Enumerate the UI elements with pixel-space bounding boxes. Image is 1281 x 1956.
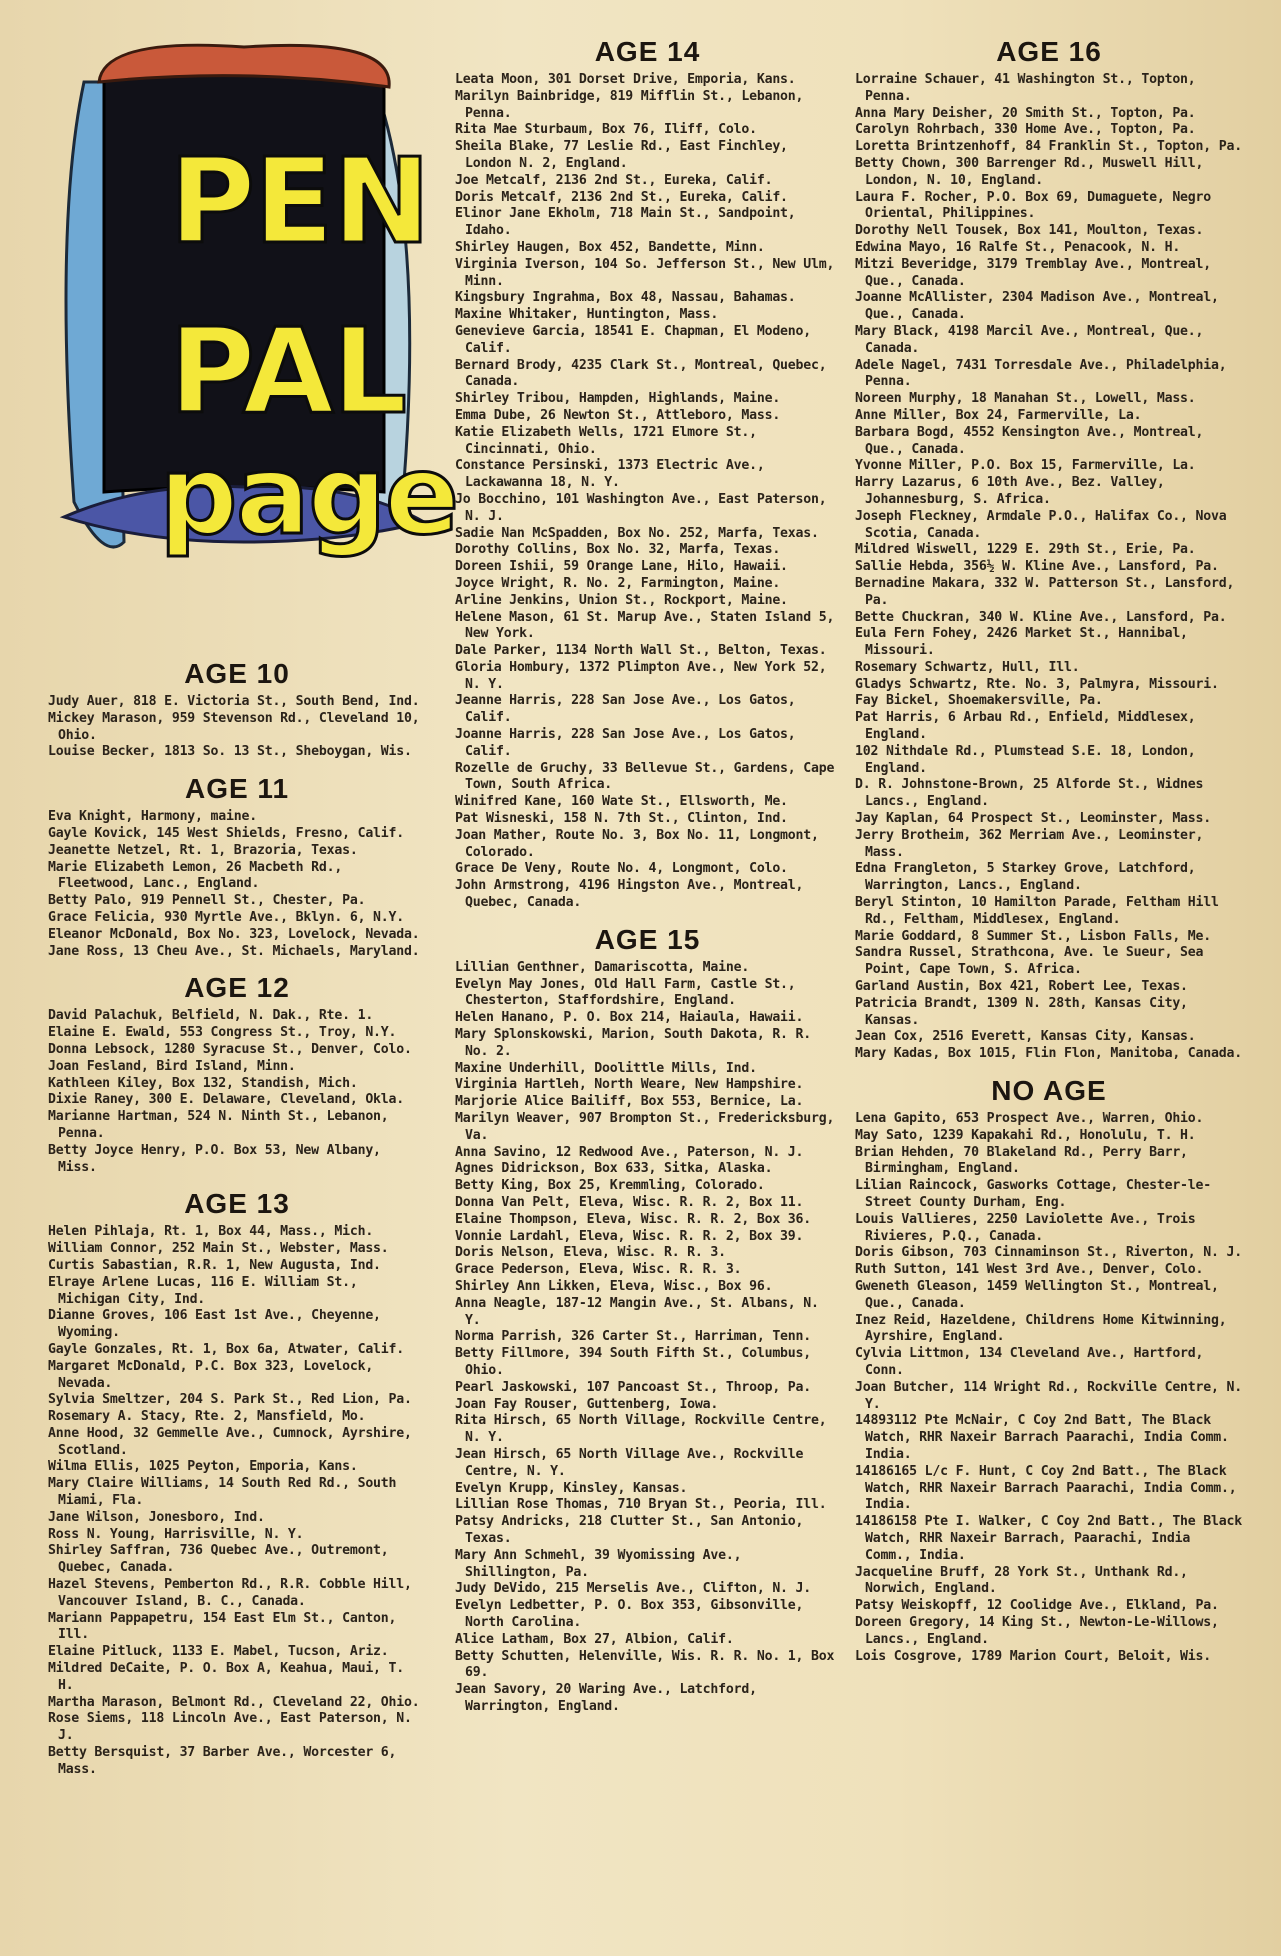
pen-pal-entry: Inez Reid, Hazeldene, Childrens Home Kitwinning, Ayrshire, England. — [855, 1312, 1227, 1345]
age-section — [455, 36, 840, 912]
pen-pal-entry: Elraye Arlene Lucas, 116 E. William St., Michigan City, Ind. — [48, 1274, 358, 1307]
pen-pal-entry: Donna Lebsock, 1280 Syracuse St., Denver, Colo. — [48, 1041, 412, 1057]
pen-pal-entry: Gloria Hombury, 1372 Plimpton Ave., New York 52, N. Y. — [455, 659, 827, 692]
pen-pal-entry: Patsy Andricks, 218 Clutter St., San Antonio, Texas. — [455, 1514, 804, 1546]
pen-pal-entry: Jeanne Harris, 228 San Jose Ave., Los Gatos, Calif. — [455, 693, 796, 726]
pen-pal-entry: Joyce Wright, R. No. 2, Farmington, Maine. — [455, 575, 781, 591]
pen-pal-entry: Joanne Harris, 228 San Jose Ave., Los Gatos, Calif. — [455, 727, 796, 759]
pen-pal-entry: Marilyn Bainbridge, 819 Mifflin St., Lebanon, Penna. — [455, 88, 804, 121]
pen-pal-entry: Shirley Tribou, Hampden, Highlands, Maine. — [455, 391, 781, 407]
pen-pal-entry: Lena Gapito, 653 Prospect Ave., Warren, Ohio. — [855, 1111, 1204, 1127]
pen-pal-entry: 14186158 Pte I. Walker, C Coy 2nd Batt., The Black Watch, RHR Naxeir Barrach, Paarachi, India Comm., India. — [855, 1514, 1242, 1563]
pen-pal-entry: Genevieve Garcia, 18541 E. Chapman, El Modeno, Calif. — [455, 323, 812, 356]
pen-pal-entry: Doreen Ishii, 59 Orange Lane, Hilo, Hawaii. — [455, 559, 788, 575]
entry-list — [48, 1224, 426, 1778]
pen-pal-entry: Lilian Raincock, Gasworks Cottage, Chester-le-Street County Durham, Eng. — [855, 1178, 1212, 1210]
pen-pal-entry: Rosemary A. Stacy, Rte. 2, Mansfield, Mo. — [48, 1409, 366, 1425]
pen-pal-entry: Virginia Hartleh, North Weare, New Hampshire. — [455, 1077, 804, 1093]
pen-pal-entry: Hazel Stevens, Pemberton Rd., R.R. Cobble Hill, Vancouver Island, B. C., Canada. — [48, 1577, 412, 1609]
pen-pal-entry: Vonnie Lardahl, Eleva, Wisc. R. R. 2, Box 39. — [455, 1228, 804, 1244]
pen-pal-entry: Jerry Brotheim, 362 Merriam Ave., Leominster, Mass. — [855, 827, 1204, 860]
pen-pal-entry: Eleanor McDonald, Box No. 323, Lovelock, Nevada. — [48, 926, 420, 942]
pen-pal-entry: Kathleen Kiley, Box 132, Standish, Mich. — [48, 1075, 358, 1091]
pen-pal-entry: Joseph Fleckney, Armdale P.O., Halifax Co., Nova Scotia, Canada. — [855, 508, 1227, 541]
age-section — [855, 36, 1243, 1063]
pen-pal-entry: Donna Van Pelt, Eleva, Wisc. R. R. 2, Box 11. — [455, 1195, 804, 1210]
pen-pal-entry: Helen Hanano, P. O. Box 214, Haiaula, Hawaii. — [455, 1010, 804, 1026]
pen-pal-entry: Virginia Iverson, 104 So. Jefferson St., New Ulm, Minn. — [455, 256, 835, 289]
pen-pal-entry: Adele Nagel, 7431 Torresdale Ave., Philadelphia, Penna. — [855, 357, 1227, 390]
pen-pal-entry: Gladys Schwartz, Rte. No. 3, Palmyra, Missouri. — [855, 676, 1219, 692]
pen-pal-entry: Helen Pihlaja, Rt. 1, Box 44, Mass., Mich. — [48, 1224, 374, 1240]
pen-pal-entry: Marie Goddard, 8 Summer St., Lisbon Falls, Me. — [855, 928, 1212, 944]
pen-pal-entry: Jean Cox, 2516 Everett, Kansas City, Kansas. — [855, 1029, 1196, 1045]
pen-pal-entry: Gayle Gonzales, Rt. 1, Box 6a, Atwater, Calif. — [48, 1341, 405, 1357]
pen-pal-entry: Jean Savory, 20 Waring Ave., Latchford, Warrington, England. — [455, 1682, 757, 1714]
pen-pal-entry: Judy DeVido, 215 Merselis Ave., Clifton, N. J. — [455, 1581, 812, 1597]
pen-pal-entry: Elaine E. Ewald, 553 Congress St., Troy, N.Y. — [48, 1025, 397, 1041]
pen-pal-entry: Jo Bocchino, 101 Washington Ave., East Paterson, N. J. — [455, 491, 827, 524]
pen-pal-entry: Lillian Rose Thomas, 710 Bryan St., Peoria, Ill. — [455, 1497, 827, 1513]
pen-pal-entry: Rozelle de Gruchy, 33 Bellevue St., Gardens, Cape Town, South Africa. — [455, 760, 835, 793]
pen-pal-entry: Fay Bickel, Shoemakersville, Pa. — [855, 693, 1103, 709]
pen-pal-entry: 14186165 L/c F. Hunt, C Coy 2nd Batt., The Black Watch, RHR Naxeir Barrach Paarachi, India Comm., India. — [855, 1463, 1237, 1513]
pen-pal-entry: Betty Palo, 919 Pennell St., Chester, Pa. — [48, 893, 366, 909]
pen-pal-entry: Jean Hirsch, 65 North Village Ave., Rockville Centre, N. Y. — [455, 1446, 804, 1479]
pen-pal-entry: Mildred Wiswell, 1229 E. 29th St., Erie, Pa. — [855, 542, 1196, 558]
pen-pal-entry: Ruth Sutton, 141 West 3rd Ave., Denver, Colo. — [855, 1262, 1204, 1278]
pen-pal-entry: Kingsbury Ingrahma, Box 48, Nassau, Bahamas. — [455, 290, 796, 306]
pen-pal-entry: Dorothy Nell Tousek, Box 141, Moulton, Texas. — [855, 223, 1204, 239]
pen-pal-entry: Anna Neagle, 187-12 Mangin Ave., St. Albans, N. Y. — [455, 1295, 819, 1328]
pen-pal-entry: Alice Latham, Box 27, Albion, Calif. — [455, 1631, 734, 1647]
pen-pal-entry: Noreen Murphy, 18 Manahan St., Lowell, Mass. — [855, 391, 1196, 407]
pen-pal-entry: Joan Butcher, 114 Wright Rd., Rockville Centre, N. Y. — [855, 1379, 1242, 1412]
pen-pal-entry: Arline Jenkins, Union St., Rockport, Maine. — [455, 592, 788, 608]
pen-pal-entry: 102 Nithdale Rd., Plumstead S.E. 18, London, England. — [855, 743, 1196, 776]
pen-pal-entry: Mariann Pappapetru, 154 East Elm St., Canton, Ill. — [48, 1610, 397, 1643]
entry-list — [455, 960, 840, 1716]
pen-pal-entry: Betty Fillmore, 394 South Fifth St., Columbus, Ohio. — [455, 1346, 812, 1378]
pen-pal-entry: Grace Pederson, Eleva, Wisc. R. R. 3. — [455, 1262, 742, 1278]
pen-pal-entry: Doris Gibson, 703 Cinnaminson St., Riverton, N. J. — [855, 1245, 1242, 1261]
pen-pal-entry: Constance Persinski, 1373 Electric Ave., Lackawanna 18, N. Y. — [455, 458, 765, 491]
pen-pal-entry: Loretta Brintzenhoff, 84 Franklin St., Topton, Pa. — [855, 139, 1242, 155]
pen-pal-entry: Mildred DeCaite, P. O. Box A, Keahua, Maui, T. H. — [48, 1661, 405, 1693]
pen-pal-entry: Betty Chown, 300 Barrenger Rd., Muswell Hill, London, N. 10, England. — [855, 155, 1204, 188]
pen-pal-entry: Bernard Brody, 4235 Clark St., Montreal, Quebec, Canada. — [455, 357, 827, 390]
pen-pal-entry: Sheila Blake, 77 Leslie Rd., East Finchley, London N. 2, England. — [455, 139, 788, 171]
pen-pal-entry: Joan Mather, Route No. 3, Box No. 11, Longmont, Colorado. — [455, 827, 819, 860]
pen-pal-entry: Martha Marason, Belmont Rd., Cleveland 22, Ohio. — [48, 1694, 420, 1710]
pen-pal-entry: Louise Becker, 1813 So. 13 St., Sheboygan, Wis. — [48, 744, 412, 760]
pen-pal-entry: Judy Auer, 818 E. Victoria St., South Bend, Ind. — [48, 694, 420, 709]
pen-pal-entry: Cylvia Littmon, 134 Cleveland Ave., Hartford, Conn. — [855, 1346, 1204, 1378]
pen-pal-entry: Elaine Thompson, Eleva, Wisc. R. R. 2, Box 36. — [455, 1211, 812, 1227]
pen-pal-entry: Yvonne Miller, P.O. Box 15, Farmerville, La. — [855, 458, 1196, 474]
age-heading: AGE 16 — [996, 36, 1102, 67]
pen-pal-entry: Pat Wisneski, 158 N. 7th St., Clinton, Ind. — [455, 811, 788, 827]
pen-pal-entry: Grace De Veny, Route No. 4, Longmont, Colo. — [455, 861, 788, 877]
age-heading: AGE 10 — [184, 658, 290, 689]
age-section — [48, 773, 426, 960]
pen-pal-entry: Maxine Underhill, Doolittle Mills, Ind. — [455, 1060, 757, 1076]
pen-pal-entry: Anne Hood, 32 Gemmelle Ave., Cumnock, Ayrshire, Scotland. — [48, 1425, 412, 1458]
column-middle — [455, 36, 840, 1728]
pen-pal-entry: Joanne McAllister, 2304 Madison Ave., Montreal, Que., Canada. — [855, 290, 1219, 323]
age-section — [48, 1188, 426, 1778]
entry-list — [48, 694, 426, 761]
pen-pal-entry: Marianne Hartman, 524 N. Ninth St., Lebanon, Penna. — [48, 1109, 389, 1141]
pen-pal-entry: Helene Mason, 61 St. Marup Ave., Staten Island 5, New York. — [455, 609, 835, 642]
pen-pal-entry: Bernadine Makara, 332 W. Patterson St., Lansford, Pa. — [855, 575, 1235, 608]
pen-pal-entry: Evelyn Ledbetter, P. O. Box 353, Gibsonville, North Carolina. — [455, 1598, 804, 1630]
pen-pal-entry: Pearl Jaskowski, 107 Pancoast St., Throop, Pa. — [455, 1379, 812, 1395]
pen-pal-entry: John Armstrong, 4196 Hingston Ave., Montreal, Quebec, Canada. — [455, 878, 804, 911]
pen-pal-entry: Gweneth Gleason, 1459 Wellington St., Montreal, Que., Canada. — [855, 1278, 1219, 1311]
age-heading: AGE 15 — [594, 923, 701, 955]
age-heading: AGE 12 — [184, 972, 290, 1004]
pen-pal-entry: Curtis Sabastian, R.R. 1, New Augusta, Ind. — [48, 1257, 381, 1273]
pen-pal-entry: Rose Siems, 118 Lincoln Ave., East Paterson, N. J. — [48, 1711, 412, 1744]
pen-pal-entry: Dixie Raney, 300 E. Delaware, Cleveland, Okla. — [48, 1092, 405, 1108]
pen-pal-entry: Jeanette Netzel, Rt. 1, Brazoria, Texas. — [48, 842, 358, 858]
pen-pal-entry: Edwina Mayo, 16 Ralfe St., Penacook, N. H. — [855, 239, 1181, 255]
entry-list — [855, 72, 1243, 1063]
pen-pal-entry: Elinor Jane Ekholm, 718 Main St., Sandpoint, Idaho. — [455, 206, 796, 239]
pen-pal-entry: Winifred Kane, 160 Wate St., Ellsworth, Me. — [455, 794, 788, 810]
pen-pal-entry: Gayle Kovick, 145 West Shields, Fresno, Calif. — [48, 825, 405, 841]
pen-pal-entry: Edna Frangleton, 5 Starkey Grove, Latchford, Warrington, Lancs., England. — [855, 861, 1196, 894]
pen-pal-entry: Joan Fesland, Bird Island, Minn. — [48, 1058, 296, 1074]
pen-pal-entry: Eula Fern Fohey, 2426 Market St., Hannibal, Missouri. — [855, 626, 1188, 659]
logo-title — [149, 132, 458, 559]
pen-pal-entry: Marjorie Alice Bailiff, Box 553, Bernice, La. — [455, 1094, 804, 1110]
age-section — [855, 1075, 1243, 1665]
pen-pal-entry: Anne Miller, Box 24, Farmerville, La. — [855, 407, 1142, 423]
pen-pal-entry: Jacqueline Bruff, 28 York St., Unthank Rd., Norwich, England. — [855, 1564, 1188, 1597]
pen-pal-entry: Lorraine Schauer, 41 Washington St., Topton, Penna. — [855, 72, 1196, 104]
pen-pal-entry: Marie Elizabeth Lemon, 26 Macbeth Rd., Fleetwood, Lanc., England. — [48, 859, 343, 892]
pen-pal-entry: Betty Bersquist, 37 Barber Ave., Worcester 6, Mass. — [48, 1745, 397, 1777]
pen-pal-page-logo — [44, 22, 458, 642]
pen-pal-entry: Maxine Whitaker, Huntington, Mass. — [455, 307, 719, 323]
pen-pal-entry: Leata Moon, 301 Dorset Drive, Emporia, Kans. — [455, 72, 796, 87]
pen-pal-entry: Anna Savino, 12 Redwood Ave., Paterson, N. J. — [455, 1144, 804, 1160]
pen-pal-entry: Rosemary Schwartz, Hull, Ill. — [855, 659, 1080, 675]
logo-line-page: page — [159, 431, 458, 559]
pen-pal-entry: Mitzi Beveridge, 3179 Tremblay Ave., Montreal, Que., Canada. — [855, 256, 1212, 289]
pen-pal-entry: Emma Dube, 26 Newton St., Attleboro, Mass. — [455, 407, 781, 423]
pen-pal-entry: 14893112 Pte McNair, C Coy 2nd Batt, The Black Watch, RHR Naxeir Barrach Paarachi, India Comm. India. — [855, 1413, 1229, 1462]
age-section — [48, 972, 426, 1176]
pen-pal-entry: Mary Splonskowski, Marion, South Dakota, R. R. No. 2. — [455, 1027, 812, 1059]
pen-pal-entry: David Palachuk, Belfield, N. Dak., Rte. 1. — [48, 1008, 374, 1024]
pen-pal-entry: Sylvia Smeltzer, 204 S. Park St., Red Lion, Pa. — [48, 1392, 412, 1408]
pen-pal-entry: Louis Vallieres, 2250 Laviolette Ave., Trois Rivieres, P.Q., Canada. — [855, 1211, 1196, 1244]
entry-list — [455, 72, 840, 912]
age-section — [48, 658, 426, 761]
pen-pal-entry: Patsy Weiskopff, 12 Coolidge Ave., Elkland, Pa. — [855, 1598, 1219, 1614]
pen-pal-entry: Dale Parker, 1134 North Wall St., Belton, Texas. — [455, 643, 827, 659]
pen-pal-entry: Doris Metcalf, 2136 2nd St., Eureka, Calif. — [455, 189, 788, 205]
age-heading: AGE 13 — [184, 1188, 290, 1220]
age-heading: NO AGE — [991, 1075, 1107, 1107]
pen-pal-entry: Katie Elizabeth Wells, 1721 Elmore St., Cincinnati, Ohio. — [455, 424, 757, 457]
pen-pal-entry: Sallie Hebda, 356½ W. Kline Ave., Lansford, Pa. — [855, 559, 1219, 575]
pen-pal-entry: Lois Cosgrove, 1789 Marion Court, Beloit, Wis. — [855, 1648, 1212, 1664]
pen-pal-entry: Garland Austin, Box 421, Robert Lee, Texas. — [855, 979, 1188, 995]
pen-pal-entry: Mickey Marason, 959 Stevenson Rd., Cleveland 10, Ohio. — [48, 710, 420, 743]
entry-list — [48, 1008, 426, 1176]
pen-pal-entry: Marilyn Weaver, 907 Brompton St., Fredericksburg, Va. — [455, 1111, 835, 1143]
pen-pal-entry: Jane Wilson, Jonesboro, Ind. — [48, 1509, 265, 1525]
pen-pal-entry: Betty Schutten, Helenville, Wis. R. R. No. 1, Box 69. — [455, 1648, 835, 1681]
age-heading: AGE 14 — [594, 36, 701, 67]
pen-pal-entry: Harry Lazarus, 6 10th Ave., Bez. Valley, Johannesburg, S. Africa. — [855, 475, 1165, 507]
pen-pal-entry: Elaine Pitluck, 1133 E. Mabel, Tucson, Ariz. — [48, 1644, 389, 1660]
logo-line-pal: PAL — [169, 302, 406, 440]
pen-pal-entry: Mary Ann Schmehl, 39 Wyomissing Ave., Shillington, Pa. — [455, 1547, 742, 1580]
logo-line-pen: PEN — [169, 132, 429, 270]
pen-pal-entry: Mary Claire Williams, 14 South Red Rd., South Miami, Fla. — [48, 1476, 397, 1509]
pen-pal-entry: Dorothy Collins, Box No. 32, Marfa, Texas. — [455, 542, 781, 558]
pen-pal-entry: Laura F. Rocher, P.O. Box 69, Dumaguete, Negro Oriental, Philippines. — [855, 189, 1212, 222]
pen-pal-entry: Agnes Didrickson, Box 633, Sitka, Alaska. — [455, 1161, 773, 1177]
pen-pal-entry: Betty King, Box 25, Kremmling, Colorado. — [455, 1178, 765, 1194]
pen-pal-entry: William Connor, 252 Main St., Webster, Mass. — [48, 1241, 389, 1257]
pen-pal-entry: Rita Mae Sturbaum, Box 76, Iliff, Colo. — [455, 122, 757, 138]
pen-pal-entry: Doris Nelson, Eleva, Wisc. R. R. 3. — [455, 1245, 726, 1261]
pen-pal-entry: Jane Ross, 13 Cheu Ave., St. Michaels, Maryland. — [48, 943, 420, 959]
pen-pal-entry: Betty Joyce Henry, P.O. Box 53, New Albany, Miss. — [48, 1142, 381, 1175]
pen-pal-entry: Evelyn May Jones, Old Hall Farm, Castle St., Chesterton, Staffordshire, England. — [455, 976, 796, 1009]
column-left — [48, 658, 426, 1791]
pen-pal-entry: Norma Parrish, 326 Carter St., Harriman, Tenn. — [455, 1329, 812, 1345]
entry-list — [48, 809, 426, 960]
pen-pal-entry: Mary Black, 4198 Marcil Ave., Montreal, Que., Canada. — [855, 323, 1204, 356]
age-heading: AGE 11 — [184, 773, 290, 805]
pen-pal-entry: Evelyn Krupp, Kinsley, Kansas. — [455, 1480, 688, 1496]
pen-pal-entry: Grace Felicia, 930 Myrtle Ave., Bklyn. 6, N.Y. — [48, 909, 405, 925]
age-section — [455, 924, 840, 1716]
pen-pal-entry: Anna Mary Deisher, 20 Smith St., Topton, Pa. — [855, 105, 1196, 121]
pen-pal-entry: Patricia Brandt, 1309 N. 28th, Kansas City, Kansas. — [855, 995, 1188, 1028]
pen-pal-entry: Joe Metcalf, 2136 2nd St., Eureka, Calif. — [455, 172, 773, 188]
pen-pal-entry: Sadie Nan McSpadden, Box No. 252, Marfa, Texas. — [455, 525, 819, 541]
pen-pal-entry: Lillian Genthner, Damariscotta, Maine. — [455, 959, 750, 975]
pen-pal-entry: Sandra Russel, Strathcona, Ave. le Sueur, Sea Point, Cape Town, S. Africa. — [855, 945, 1204, 978]
pen-pal-entry: Brian Hehden, 70 Blakeland Rd., Perry Barr, Birmingham, England. — [855, 1144, 1188, 1177]
pen-pal-entry: Wilma Ellis, 1025 Peyton, Emporia, Kans. — [48, 1459, 358, 1475]
pen-pal-entry: Mary Kadas, Box 1015, Flin Flon, Manitoba, Canada. — [855, 1046, 1242, 1062]
pen-pal-entry: Beryl Stinton, 10 Hamilton Parade, Feltham Hill Rd., Feltham, Middlesex, England. — [855, 895, 1219, 927]
pen-pal-entry: Bette Chuckran, 340 W. Kline Ave., Lansford, Pa. — [855, 609, 1227, 625]
pen-pal-entry: Carolyn Rohrbach, 330 Home Ave., Topton, Pa. — [855, 122, 1196, 138]
pen-pal-entry: May Sato, 1239 Kapakahi Rd., Honolulu, T. H. — [855, 1127, 1196, 1143]
pen-pal-entry: D. R. Johnstone-Brown, 25 Alforde St., Widnes Lancs., England. — [855, 777, 1204, 810]
pen-pal-entry: Rita Hirsch, 65 North Village, Rockville Centre, N. Y. — [455, 1413, 827, 1446]
pen-pal-entry: Eva Knight, Harmony, maine. — [48, 809, 257, 825]
pen-pal-entry: Doreen Gregory, 14 King St., Newton-Le-Willows, Lancs., England. — [855, 1614, 1219, 1647]
pen-pal-entry: Pat Harris, 6 Arbau Rd., Enfield, Middlesex, England. — [855, 710, 1196, 743]
pen-pal-entry: Barbara Bogd, 4552 Kensington Ave., Montreal, Que., Canada. — [855, 424, 1204, 457]
pen-pal-entry: Jay Kaplan, 64 Prospect St., Leominster, Mass. — [855, 811, 1212, 827]
column-right — [855, 36, 1243, 1677]
pen-pal-entry: Shirley Saffran, 736 Quebec Ave., Outremont, Quebec, Canada. — [48, 1543, 389, 1576]
pen-pal-entry: Shirley Haugen, Box 452, Bandette, Minn. — [455, 239, 765, 255]
pen-pal-entry: Ross N. Young, Harrisville, N. Y. — [48, 1526, 304, 1542]
entry-list — [855, 1111, 1243, 1665]
pen-pal-entry: Shirley Ann Likken, Eleva, Wisc., Box 96. — [455, 1278, 773, 1294]
pen-pal-entry: Margaret McDonald, P.C. Box 323, Lovelock, Nevada. — [48, 1358, 374, 1391]
pen-pal-entry: Joan Fay Rouser, Guttenberg, Iowa. — [455, 1396, 719, 1412]
pen-pal-entry: Dianne Groves, 106 East 1st Ave., Cheyenne, Wyoming. — [48, 1308, 381, 1341]
